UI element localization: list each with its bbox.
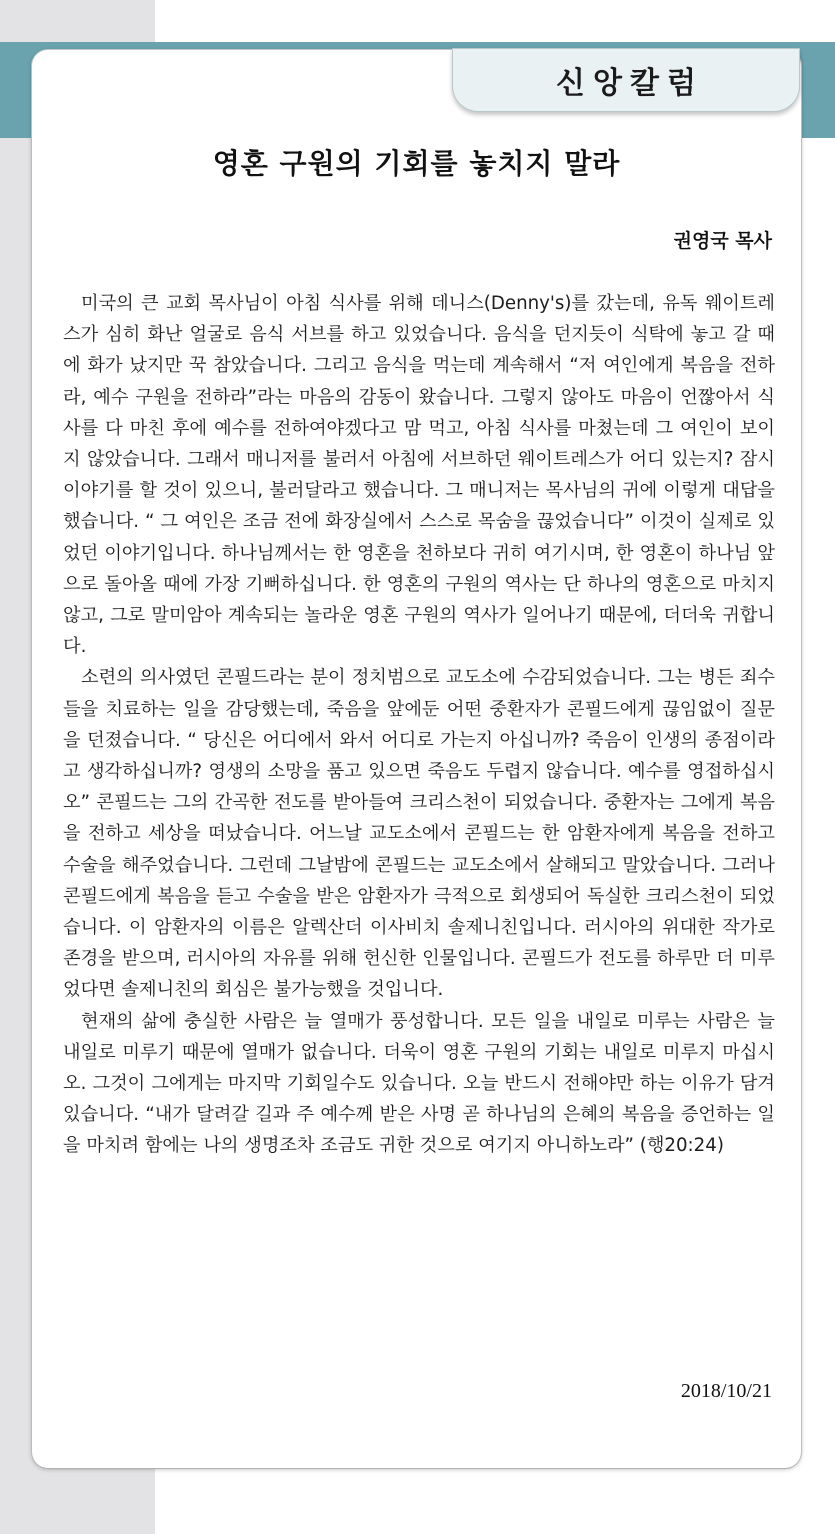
article-paragraph: 현재의 삶에 충실한 사람은 늘 열매가 풍성합니다. 모든 일을 내일로 미루는 사람은 늘 내일로 미루기 때문에 열매가 없습니다. 더욱이 영혼 구원의 기회는 내일로 미루지 마십시오. 그것이 그에게는 마지막 기회일수도 있습니다. 오늘 반드시 전해야만 하는 이유가 담겨있습니다. “내가 달려갈 길과 주 예수께 받은 사명 곧 하나님의 은혜의 복음을 증언하는 일을 마치려 함에는 나의 생명조차 조금도 귀한 것으로 여기지 아니하노라” (행20:24) <box>63 1010 775 1157</box>
article-title: 영혼 구원의 기회를 놓치지 말라 <box>212 147 621 180</box>
article-author: 권영국 목사 <box>673 230 772 252</box>
column-category-label: 신앙칼럼 <box>556 66 704 101</box>
article-paragraph: 소련의 의사였던 콘필드라는 분이 정치범으로 교도소에 수감되었습니다. 그는 병든 죄수들을 치료하는 일을 감당했는데, 죽음을 앞에둔 어떤 중환자가 콘필드에게 끊임없이 질문을 던졌습니다. “ 당신은 어디에서 와서 어디로 가는지 아십니까? 죽음이 인생의 종점이라고 생각하십니까? 영생의 소망을 품고 있으면 죽음도 두렵지 않습니다. 예수를 영접하십시오” 콘필드는 그의 간곡한 전도를 받아들여 크리스천이 되었습니다. 중환자는 그에게 복음을 전하고 세상을 떠났습니다. 어느날 교도소에서 콘필드는 한 암환자에게 복음을 전하고 수술을 해주었습니다. 그런데 그날밤에 콘필드는 교도소에서 살해되고 말았습니다. 그러나 콘필드에게 복음을 듣고 수술을 받은 암환자가 극적으로 회생되어 독실한 크리스천이 되었습니다. 이 암환자의 이름은 알렉산더 이사비치 솔제니친입니다. 러시아의 위대한 작가로 존경을 받으며, 러시아의 자유를 위해 헌신한 인물입니다. 콘필드가 전도를 하루만 더 미루었다면 솔제니친의 회심은 불가능했을 것입니다. <box>63 667 775 1001</box>
article-body <box>63 288 775 1162</box>
column-category-tab <box>452 48 800 112</box>
article-date: 2018/10/21 <box>680 1380 772 1402</box>
article-paragraph: 미국의 큰 교회 목사님이 아침 식사를 위해 데니스(Denny's)를 갔는데, 유독 웨이트레스가 심히 화난 얼굴로 음식 서브를 하고 있었습니다. 음식을 던지듯이 식탁에 놓고 갈 때에 화가 났지만 꾹 참았습니다. 그리고 음식을 먹는데 계속해서 “저 여인에게 복음을 전하라, 예수 구원을 전하라”라는 마음의 감동이 왔습니다. 그렇지 않아도 마음이 언짢아서 식사를 다 마친 후에 예수를 전하여야겠다고 맘 먹고, 아침 식사를 마쳤는데 그 여인이 보이지 않았습니다. 그래서 매니저를 불러서 아침에 서브하던 웨이트레스가 어디 있는지? 잠시 이야기를 할 것이 있으니, 불러달라고 했습니다. 그 매니저는 목사님의 귀에 이렇게 대답을 했습니다. “ 그 여인은 조금 전에 화장실에서 스스로 목숨을 끊었습니다” 이것이 실제로 있었던 이야기입니다. 하나님께서는 한 영혼을 천하보다 귀히 여기시며, 한 영혼이 하나님 앞으로 돌아올 때에 가장 기뻐하십니다. 한 영혼의 구원의 역사는 단 하나의 영혼으로 마치지 않고, 그로 말미암아 계속되는 놀라운 영혼 구원의 역사가 일어나기 때문에, 더더욱 귀합니다. <box>63 293 775 658</box>
